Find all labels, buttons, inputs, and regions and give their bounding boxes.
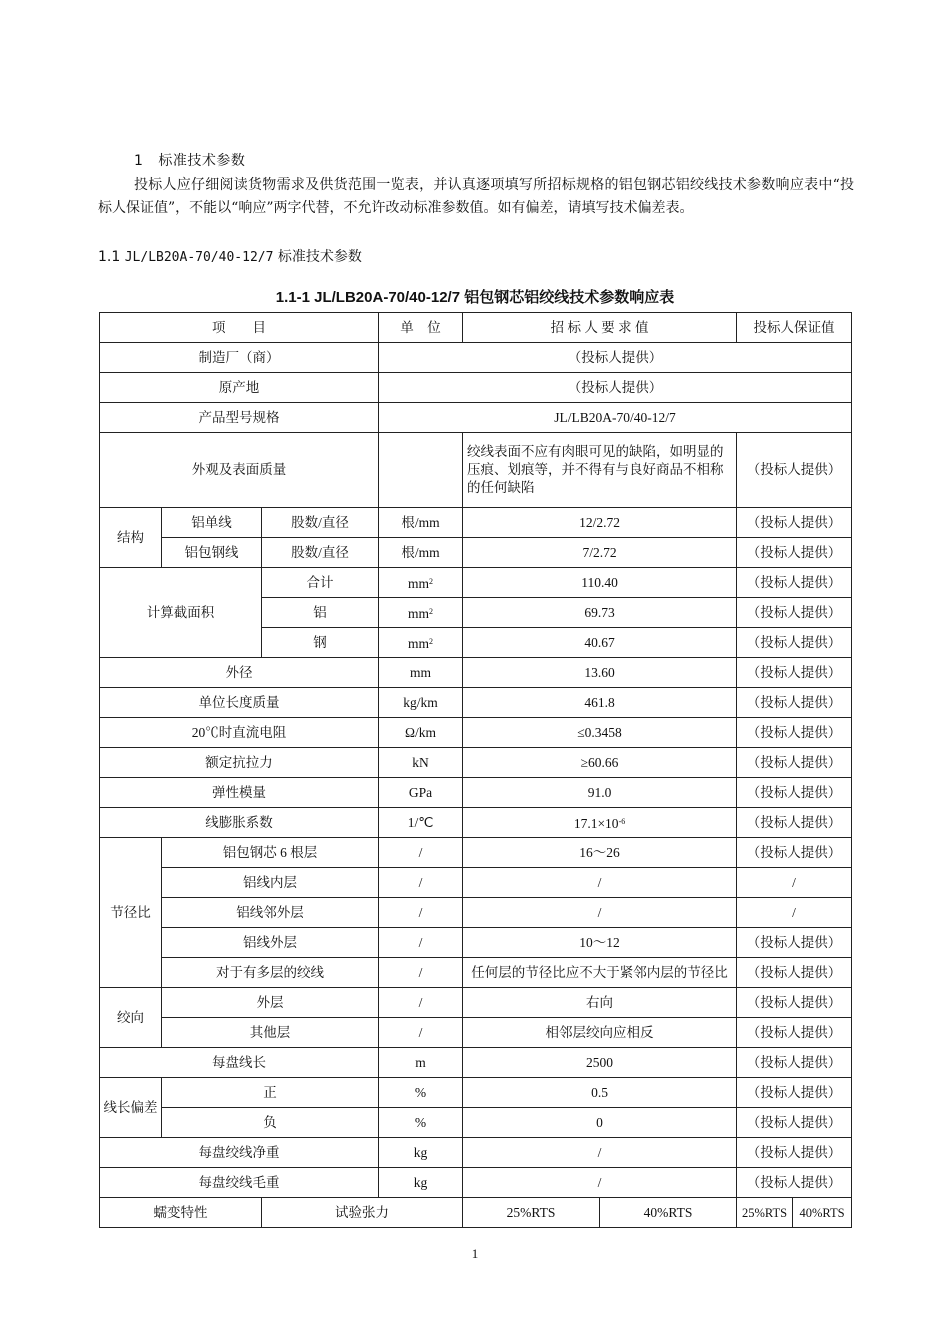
row-sublabel: 股数/直径: [262, 538, 379, 568]
table-row: [100, 1138, 852, 1168]
unit-base: mm: [408, 605, 430, 621]
cell-unit: %: [379, 1108, 463, 1138]
cell-guarantee: （投标人提供）: [737, 838, 852, 868]
row-label: 正: [162, 1078, 379, 1108]
table-row: [100, 1168, 852, 1198]
group-label: 绞向: [100, 988, 162, 1048]
row-label: 铝线外层: [162, 928, 379, 958]
row-label: 其他层: [162, 1018, 379, 1048]
table-header-row: [100, 313, 852, 343]
cell-requirement: 0: [463, 1108, 737, 1138]
cell-unit: /: [379, 1018, 463, 1048]
section-heading-1-1: [98, 246, 362, 266]
table-row: [100, 1108, 852, 1138]
table-row: [100, 688, 852, 718]
table-row: [100, 1078, 852, 1108]
cell-guarantee: （投标人提供）: [737, 748, 852, 778]
cell-requirement: 7/2.72: [463, 538, 737, 568]
cell-unit: /: [379, 868, 463, 898]
row-label: 外层: [162, 988, 379, 1018]
cell-unit: kg: [379, 1168, 463, 1198]
cell-requirement: 16～26: [463, 838, 737, 868]
cell-guarantee: 40%RTS: [793, 1198, 852, 1228]
cell-guarantee: （投标人提供）: [737, 598, 852, 628]
cell-requirement: /: [463, 898, 737, 928]
cell-unit: [379, 598, 463, 628]
row-label: 铝线内层: [162, 868, 379, 898]
row-label: 每盘线长: [100, 1048, 379, 1078]
cell-guarantee: （投标人提供）: [737, 1168, 852, 1198]
cell-requirement: 右向: [463, 988, 737, 1018]
row-sublabel: 股数/直径: [262, 508, 379, 538]
cell-requirement: 任何层的节径比应不大于紧邻内层的节径比: [463, 958, 737, 988]
cell-unit: [379, 568, 463, 598]
row-label: 铝包钢芯 6 根层: [162, 838, 379, 868]
table-row: [100, 658, 852, 688]
cell-requirement: /: [463, 868, 737, 898]
cell-requirement: [463, 808, 737, 838]
cell-unit: /: [379, 898, 463, 928]
cell-requirement: /: [463, 1168, 737, 1198]
page-number: 1: [471, 1246, 479, 1261]
cell-unit: 根/mm: [379, 538, 463, 568]
cell-unit: /: [379, 838, 463, 868]
cell-unit: %: [379, 1078, 463, 1108]
cell-guarantee: 25%RTS: [737, 1198, 793, 1228]
section-heading-1: [134, 150, 245, 170]
table-row: [100, 568, 852, 598]
table-row: [100, 718, 852, 748]
row-label: 20℃时直流电阻: [100, 718, 379, 748]
cell-guarantee: （投标人提供）: [737, 628, 852, 658]
table-row: [100, 538, 852, 568]
row-label: 负: [162, 1108, 379, 1138]
row-label: 合计: [262, 568, 379, 598]
header-unit: 单 位: [379, 313, 463, 343]
cell-provided: （投标人提供）: [379, 373, 852, 403]
cell-unit: kN: [379, 748, 463, 778]
cell-guarantee: （投标人提供）: [737, 1108, 852, 1138]
group-label: 结构: [100, 508, 162, 568]
row-label: 钢: [262, 628, 379, 658]
cell-requirement: 0.5: [463, 1078, 737, 1108]
table-row: [100, 928, 852, 958]
table-row: [100, 868, 852, 898]
subsection-number: 1.1: [98, 249, 121, 265]
cell-requirement: 13.60: [463, 658, 737, 688]
row-label: 铝: [262, 598, 379, 628]
table-row: [100, 508, 852, 538]
cell-unit: [379, 628, 463, 658]
cell-requirement: ≥60.66: [463, 748, 737, 778]
cell-unit: kg/km: [379, 688, 463, 718]
table-row: [100, 433, 852, 508]
group-label: 计算截面积: [100, 568, 262, 658]
cell-unit: /: [379, 958, 463, 988]
table-row: [100, 403, 852, 433]
row-label: 铝包钢线: [162, 538, 262, 568]
cell-requirement: 40%RTS: [600, 1198, 737, 1228]
table-row: [100, 898, 852, 928]
group-label: 节径比: [100, 838, 162, 988]
instruction-paragraph: [98, 174, 854, 220]
cell-guarantee: （投标人提供）: [737, 988, 852, 1018]
table-row: [100, 778, 852, 808]
cell-requirement: 40.67: [463, 628, 737, 658]
cell-guarantee: （投标人提供）: [737, 658, 852, 688]
cell-requirement: 69.73: [463, 598, 737, 628]
cell-guarantee: （投标人提供）: [737, 808, 852, 838]
cell-requirement: 91.0: [463, 778, 737, 808]
value-exponent: -6: [618, 816, 626, 826]
cell-guarantee: /: [737, 898, 852, 928]
row-label: 铝线邻外层: [162, 898, 379, 928]
cell-unit: /: [379, 988, 463, 1018]
row-label: 线膨胀系数: [100, 808, 379, 838]
row-label: 弹性模量: [100, 778, 379, 808]
cell-unit: mm: [379, 658, 463, 688]
spec-response-table: [99, 312, 852, 1228]
cell-requirement: ≤0.3458: [463, 718, 737, 748]
row-label: 每盘绞线净重: [100, 1138, 379, 1168]
cell-requirement: 绞线表面不应有肉眼可见的缺陷，如明显的压痕、划痕等，并不得有与良好商品不相称的任何缺陷: [463, 433, 737, 508]
group-label: 线长偏差: [100, 1078, 162, 1138]
cell-unit: 根/mm: [379, 508, 463, 538]
subsection-title: 标准技术参数: [277, 249, 362, 265]
cell-requirement: 12/2.72: [463, 508, 737, 538]
cell-guarantee: （投标人提供）: [737, 1138, 852, 1168]
cell-guarantee: （投标人提供）: [737, 508, 852, 538]
cell-requirement: 461.8: [463, 688, 737, 718]
row-label: 铝单线: [162, 508, 262, 538]
cell-guarantee: （投标人提供）: [737, 568, 852, 598]
subsection-model-code: JL/LB20A-70/40-12/7: [124, 250, 274, 265]
table-row: [100, 808, 852, 838]
table-row: [100, 988, 852, 1018]
cell-model-value: JL/LB20A-70/40-12/7: [379, 403, 852, 433]
table-row: [100, 958, 852, 988]
cell-requirement: 10～12: [463, 928, 737, 958]
cell-guarantee: （投标人提供）: [737, 433, 852, 508]
header-item: 项 目: [100, 313, 379, 343]
cell-requirement: 相邻层绞向应相反: [463, 1018, 737, 1048]
unit-superscript: 2: [429, 636, 434, 646]
table-row: [100, 1018, 852, 1048]
cell-guarantee: （投标人提供）: [737, 958, 852, 988]
unit-superscript: 2: [429, 606, 434, 616]
cell-unit: 1/℃: [379, 808, 463, 838]
table-row: [100, 838, 852, 868]
table-row: [100, 1198, 852, 1228]
row-label: 每盘绞线毛重: [100, 1168, 379, 1198]
cell-guarantee: （投标人提供）: [737, 538, 852, 568]
row-label: 额定抗拉力: [100, 748, 379, 778]
cell-guarantee: （投标人提供）: [737, 1078, 852, 1108]
cell-guarantee: （投标人提供）: [737, 718, 852, 748]
row-label: 蠕变特性: [100, 1198, 262, 1228]
cell-unit: m: [379, 1048, 463, 1078]
row-label: 原产地: [100, 373, 379, 403]
row-label: 外径: [100, 658, 379, 688]
row-label: 单位长度质量: [100, 688, 379, 718]
row-label: 产品型号规格: [100, 403, 379, 433]
table-row: [100, 343, 852, 373]
cell-guarantee: （投标人提供）: [737, 688, 852, 718]
cell-unit: /: [379, 928, 463, 958]
cell-requirement: /: [463, 1138, 737, 1168]
table-row: [100, 748, 852, 778]
cell-unit: [379, 433, 463, 508]
unit-base: mm: [408, 635, 430, 651]
cell-guarantee: （投标人提供）: [737, 778, 852, 808]
cell-guarantee: （投标人提供）: [737, 1018, 852, 1048]
cell-unit: GPa: [379, 778, 463, 808]
value-base: 17.1×10: [573, 815, 619, 831]
cell-provided: （投标人提供）: [379, 343, 852, 373]
header-requirement: 招 标 人 要 求 值: [463, 313, 737, 343]
table-row: [100, 373, 852, 403]
cell-requirement: 110.40: [463, 568, 737, 598]
cell-unit: Ω/km: [379, 718, 463, 748]
row-sublabel: 试验张力: [262, 1198, 463, 1228]
cell-unit: kg: [379, 1138, 463, 1168]
table-row: [100, 1048, 852, 1078]
unit-superscript: 2: [429, 576, 434, 586]
cell-guarantee: （投标人提供）: [737, 928, 852, 958]
table-title: 1.1-1 JL/LB20A-70/40-12/7 铝包钢芯铝绞线技术参数响应表: [275, 289, 675, 306]
section-title: 标准技术参数: [158, 153, 246, 169]
cell-guarantee: /: [737, 868, 852, 898]
header-guarantee: 投标人保证值: [737, 313, 852, 343]
instruction-text: 投标人应仔细阅读货物需求及供货范围一览表，并认真逐项填写所招标规格的铝包钢芯铝绞线技术参数响应表中“投标人保证值”，不能以“响应”两字代替，不允许改动标准参数值。如有偏差，请填写技术偏差表。: [98, 177, 854, 216]
unit-base: mm: [408, 575, 430, 591]
section-number: 1: [134, 153, 144, 169]
row-label: 制造厂（商）: [100, 343, 379, 373]
row-label: 对于有多层的绞线: [162, 958, 379, 988]
row-label: 外观及表面质量: [100, 433, 379, 508]
cell-guarantee: （投标人提供）: [737, 1048, 852, 1078]
cell-requirement: 25%RTS: [463, 1198, 600, 1228]
cell-requirement: 2500: [463, 1048, 737, 1078]
